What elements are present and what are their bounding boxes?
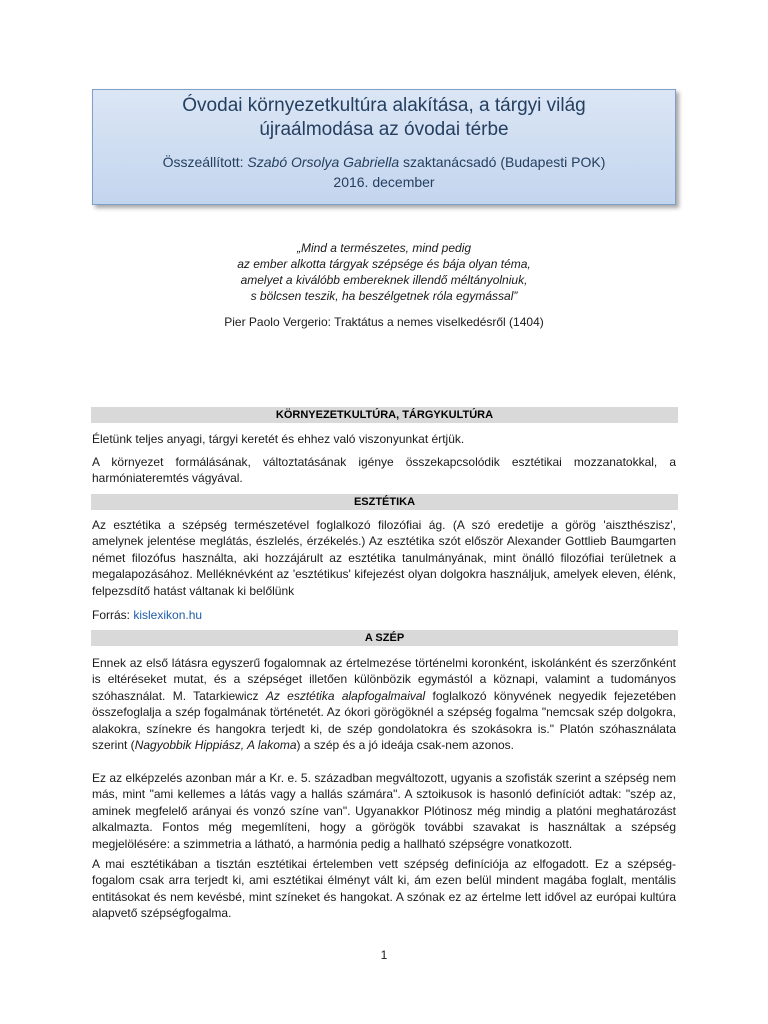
quote-line: s bölcsen teszik, ha beszélgetnek róla egymással” — [250, 289, 518, 303]
text-run: foglalkozó könyvének negyedik fejezetében összefoglalja a szép fogalmának történetét. Az ókori görögöknél a szépség fogalma "nemcsak szép dolgokra, alakokra, színekre és hangokra terjedt ki, de szép gondolatokra és szokásokra is." Platón szóhasználata szerint ( — [92, 688, 677, 753]
section-heading-esztetika: ESZTÉTIKA — [91, 494, 678, 510]
epigraph-quote — [92, 240, 676, 304]
compiled-label: Összeállított: — [162, 154, 248, 170]
text-run: ) a szép és a jó ideája csak-nem azonos. — [296, 738, 514, 753]
title-box — [92, 89, 676, 205]
quote-line: az ember alkotta tárgyak szépsége és bája olyan téma, — [237, 257, 531, 271]
quote-source: Pier Paolo Vergerio: Traktátus a nemes viselkedésről (1404) — [224, 315, 544, 329]
compiled-by — [93, 152, 675, 172]
source-link[interactable]: kislexikon.hu — [133, 608, 203, 622]
paragraph: A környezet formálásának, változtatásának igénye összekapcsolódik esztétikai mozzanatokkal, a harmóniateremtés vágyával. — [92, 455, 676, 486]
author-name: Szabó Orsolya Gabriella — [247, 154, 400, 170]
book-title: Az esztétika alapfogalmaival — [265, 688, 426, 703]
paragraph: A mai esztétikában a tisztán esztétikai értelemben vett szépség definíciója az elfogadott. Ez a szépség-fogalom csak arra terjedt ki, ami esztétikai élményt vált ki, ám ezen belül mindent magába foglalt, mentális entitásokat és nem kevésbé, mint színeket és hangokat. A szónak ez az értelme lett idővel az európai kultúra alapvető szépségfogalma. — [92, 857, 676, 921]
work-titles: Nagyobbik Hippiász, A lakoma — [134, 738, 297, 753]
quote-line: amelyet a kiválóbb embereknek illendő méltányolniuk, — [240, 273, 528, 287]
paragraph: Az esztétika a szépség természetével foglalkozó filozófiai ág. (A szó eredetije a görög 'aiszthészisz', amelynek jelentése meglátás, észlelés, érzékelés.) Az esztétika szót először Alexander Gottlieb Baumgarten német filozófus használta, aki hozzájárult az esztétika tanulmányának, mint önálló filozófiai területnek a megalapozásához. Melléknévként az 'esztétikus' kifejezést olyan dolgokra használjuk, amelyek eleven, élénk, felpezsdítő hatást váltanak ki belőlünk — [92, 518, 676, 598]
title-line-1: Óvodai környezetkultúra alakítása, a tárgyi világ — [182, 95, 586, 116]
source-line — [92, 607, 676, 623]
author-role: szaktanácsadó (Budapesti POK) — [399, 154, 606, 170]
document-title — [93, 94, 675, 142]
section-heading-a-szep: A SZÉP — [91, 630, 678, 646]
source-label: Forrás: — [92, 608, 134, 622]
title-line-2: újraálmodása az óvodai térbe — [259, 119, 509, 140]
text-run: Ennek az első látásra egyszerű fogalomnak az értelmezése történelmi koronként, iskolánként és szerzőnként is eltéréseket mutat, és a szépséget illetően különbözik egymástól a köznapi, valamint a tudományos szóhasználat. M. Tatarkiewicz — [92, 656, 676, 703]
page-number: 1 — [380, 948, 388, 962]
document-date: 2016. december — [333, 174, 435, 190]
section-heading-kornyezetkultura: KÖRNYEZETKULTÚRA, TÁRGYKULTÚRA — [91, 407, 678, 423]
quote-line: „Mind a természetes, mind pedig — [296, 241, 472, 255]
paragraph: Ez az elképzelés azonban már a Kr. e. 5. században megváltozott, ugyanis a szofisták szerint a szépség nem más, mint "ami kellemes a látás vagy a hallás számára". A sztoikusok is hasonló definíciót adtak: "szép az, aminek megfelelő arányai és vonzó színe van". Ugyanakkor Plótinosz még mindig a platóni meghatározást alkalmazta. Fontos még megemlíteni, hogy a görögök további szavakat is használtak a szépség megjelölésére: a szimmetria a látható, a harmónia pedig a hallható szépségre vonatkozott. — [92, 771, 676, 851]
paragraph: Életünk teljes anyagi, tárgyi keretét és ehhez való viszonyunkat értjük. — [92, 432, 465, 446]
paragraph — [92, 655, 676, 753]
